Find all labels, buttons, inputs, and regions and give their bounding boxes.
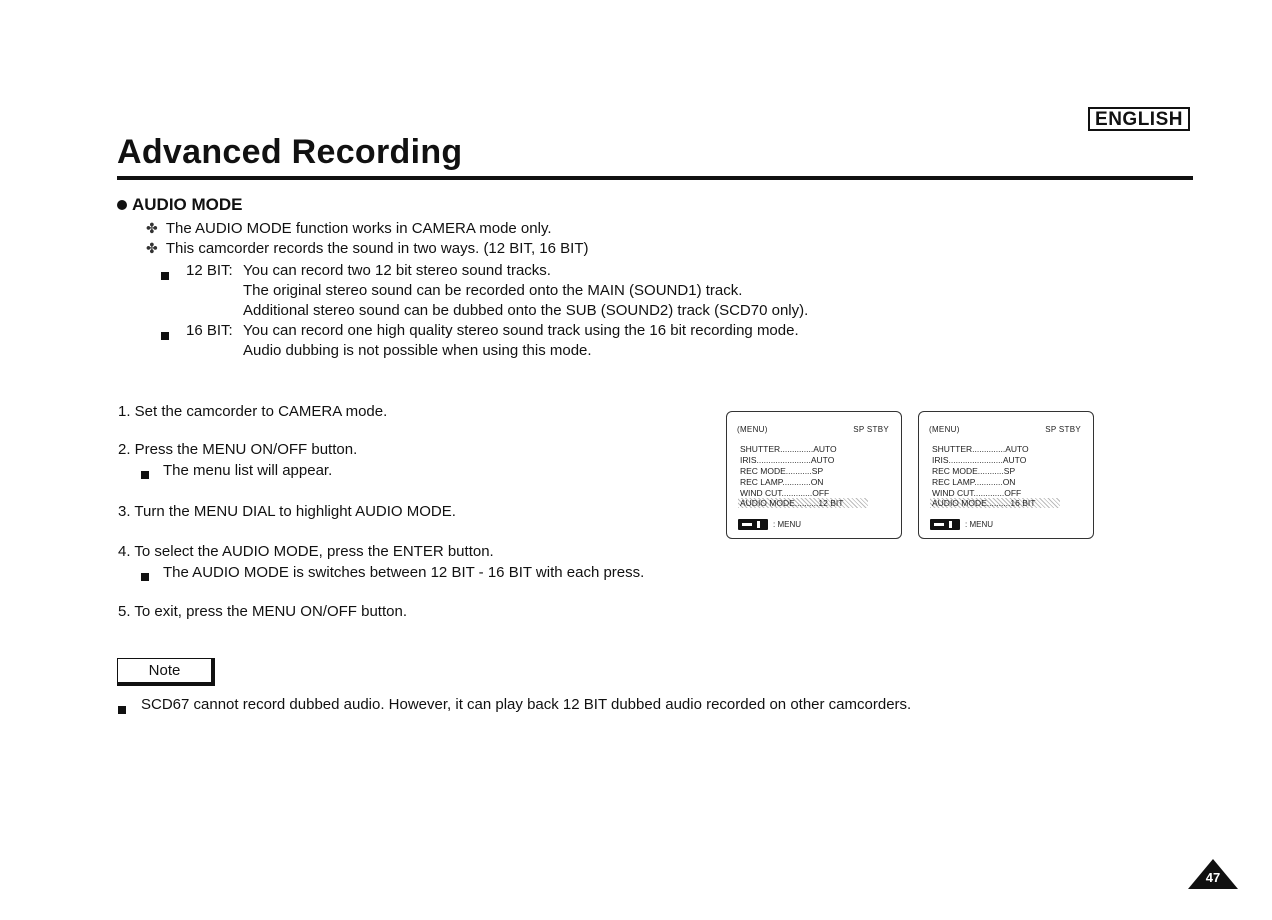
- bit12-line: The original stereo sound can be recorded onto the MAIN (SOUND1) track.: [243, 282, 743, 299]
- bit12-line: Additional stereo sound can be dubbed onto the SUB (SOUND2) track (SCD70 only).: [243, 302, 809, 319]
- menu-footer-label: : MENU: [773, 520, 801, 529]
- menu-line: REC LAMP............ON: [740, 477, 824, 487]
- menu-line: WIND CUT.............OFF: [740, 488, 830, 498]
- bullet-row: [146, 218, 552, 239]
- step-2: 2. Press the MENU ON/OFF button.: [118, 441, 358, 458]
- menu-header-left: (MENU): [737, 425, 768, 434]
- enter-button-icon: [930, 519, 960, 530]
- menu-header-left: (MENU): [929, 425, 960, 434]
- bit12-line: You can record two 12 bit stereo sound tracks.: [243, 262, 551, 279]
- menu-line-selected: AUDIO MODE..........16 BIT: [932, 498, 1036, 508]
- step-3: 3. Turn the MENU DIAL to highlight AUDIO MODE.: [118, 503, 456, 520]
- menu-line: REC MODE...........SP: [740, 466, 824, 476]
- language-badge: ENGLISH: [1088, 107, 1190, 131]
- note-label: Note: [117, 658, 215, 686]
- bullet-text: The AUDIO MODE function works in CAMERA mode only.: [165, 220, 552, 237]
- menu-screen-16bit: [918, 411, 1094, 539]
- section-heading: [117, 195, 243, 215]
- bullet-text: This camcorder records the sound in two ways. (12 BIT, 16 BIT): [165, 240, 589, 257]
- title-divider: [117, 176, 1193, 180]
- menu-line: REC MODE...........SP: [932, 466, 1016, 476]
- menu-header-right: SP STBY: [1045, 425, 1081, 434]
- square-bullet-icon: [161, 332, 169, 340]
- square-bullet-icon: [118, 706, 126, 714]
- square-bullet-icon: [141, 471, 149, 479]
- page-number-badge: [1187, 858, 1239, 890]
- square-bullet-icon: [161, 272, 169, 280]
- square-bullet-icon: [141, 573, 149, 581]
- menu-header-right: SP STBY: [853, 425, 889, 434]
- menu-footer-label: : MENU: [965, 520, 993, 529]
- menu-screen-12bit: [726, 411, 902, 539]
- menu-line-selected: AUDIO MODE..........12 BIT: [740, 498, 844, 508]
- menu-line: WIND CUT.............OFF: [932, 488, 1022, 498]
- menu-line: IRIS.......................AUTO: [932, 455, 1027, 465]
- section-heading-label: AUDIO MODE: [132, 195, 243, 214]
- bit16-line: You can record one high quality stereo sound track using the 16 bit recording mode.: [243, 322, 799, 339]
- menu-line: SHUTTER..............AUTO: [740, 444, 837, 454]
- menu-line: IRIS.......................AUTO: [740, 455, 835, 465]
- step-5: 5. To exit, press the MENU ON/OFF button.: [118, 603, 407, 620]
- step-4-sub: The AUDIO MODE is switches between 12 BIT - 16 BIT with each press.: [163, 564, 645, 581]
- bullet-row: [146, 238, 588, 259]
- step-2-sub: The menu list will appear.: [163, 462, 333, 479]
- sparkle-bullet-icon: ✤: [146, 220, 158, 236]
- bit16-line: Audio dubbing is not possible when using this mode.: [243, 342, 592, 359]
- sparkle-bullet-icon: ✤: [146, 240, 158, 256]
- page-number: 47: [1205, 870, 1221, 885]
- menu-line: REC LAMP............ON: [932, 477, 1016, 487]
- bullet-dot-icon: [117, 200, 127, 210]
- bit12-label: 12 BIT:: [186, 262, 233, 279]
- step-1: 1. Set the camcorder to CAMERA mode.: [118, 403, 388, 420]
- menu-line: SHUTTER..............AUTO: [932, 444, 1029, 454]
- page-title: Advanced Recording: [117, 133, 463, 171]
- bit16-label: 16 BIT:: [186, 322, 233, 339]
- enter-button-icon: [738, 519, 768, 530]
- step-4: 4. To select the AUDIO MODE, press the ENTER button.: [118, 543, 494, 560]
- note-text: SCD67 cannot record dubbed audio. However, it can play back 12 BIT dubbed audio recorded on other camcorders.: [141, 696, 912, 713]
